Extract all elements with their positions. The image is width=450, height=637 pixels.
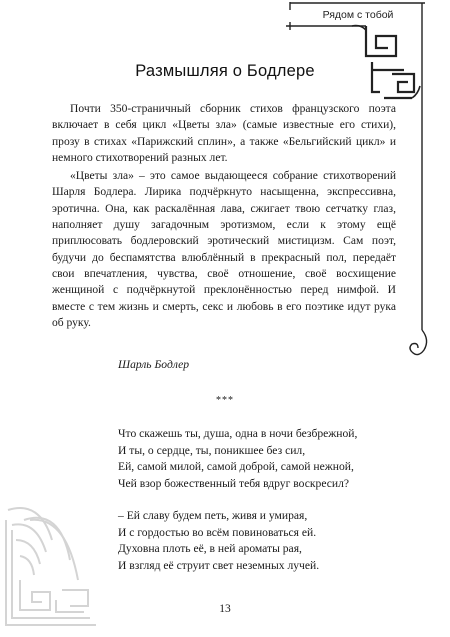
poem-stanza bbox=[118, 426, 418, 492]
poem-line: Духовна плоть её, в ней ароматы рая, bbox=[118, 542, 302, 555]
body-text bbox=[52, 101, 396, 331]
poem-line: И с гордостью во всём повиноваться ей. bbox=[118, 525, 317, 539]
chapter-title: Размышляя о Бодлере bbox=[135, 62, 315, 80]
poem-line: И взгляд её струит свет неземных лучей. bbox=[118, 558, 320, 572]
poem-line: Чей взор божественный тебя вдруг воскресил? bbox=[118, 476, 350, 490]
poem-line: Что скажешь ты, душа, одна в ночи безбрежной, bbox=[118, 427, 358, 440]
greek-key-ornament bbox=[366, 26, 414, 98]
running-head: Рядом с тобой bbox=[322, 9, 394, 21]
poem-line: И ты, о сердце, ты, поникшее без сил, bbox=[118, 443, 306, 457]
poem-author: Шарль Бодлер bbox=[118, 358, 190, 371]
side-curl-ornament bbox=[410, 330, 427, 355]
page-number: 13 bbox=[219, 603, 231, 615]
paragraph: Почти 350-страничный сборник стихов французского поэта включает в себя цикл «Цветы зла» (самые известные его стихи), прозу в стихах «Парижский сплин», а также «Бельгийский цикл» и немного стихотворений разных лет. bbox=[52, 103, 396, 164]
poem-stanza bbox=[118, 508, 418, 574]
poem-line: – Ей славу будем петь, живя и умирая, bbox=[118, 509, 308, 522]
poem-line: Ей, самой милой, самой доброй, самой нежной, bbox=[118, 460, 354, 473]
section-separator: *** bbox=[216, 395, 234, 406]
paragraph: «Цветы зла» – это самое выдающееся собрание стихотворений Шарля Бодлера. Лирика подчёркнуто насыщенна, экспрессивна, эротична. Она, как раскалённая лава, сжигает твою сетчатку глаз, наполняет душу загадочным эротизмом, если к этому ещё приплюсовать бодлеровский эротический мистицизм. Сам поэт, будучи до беспамятства влюблённый в прекрасный пол, передаёт свои впечатления, чувства, своё отношение, своё восхищение женщиной с подчёркнутой преклонённостью перед нимфой. И вместе с тем жизнь и смерть, секс и любовь в его поэтике идут рука об руку. bbox=[52, 170, 396, 329]
